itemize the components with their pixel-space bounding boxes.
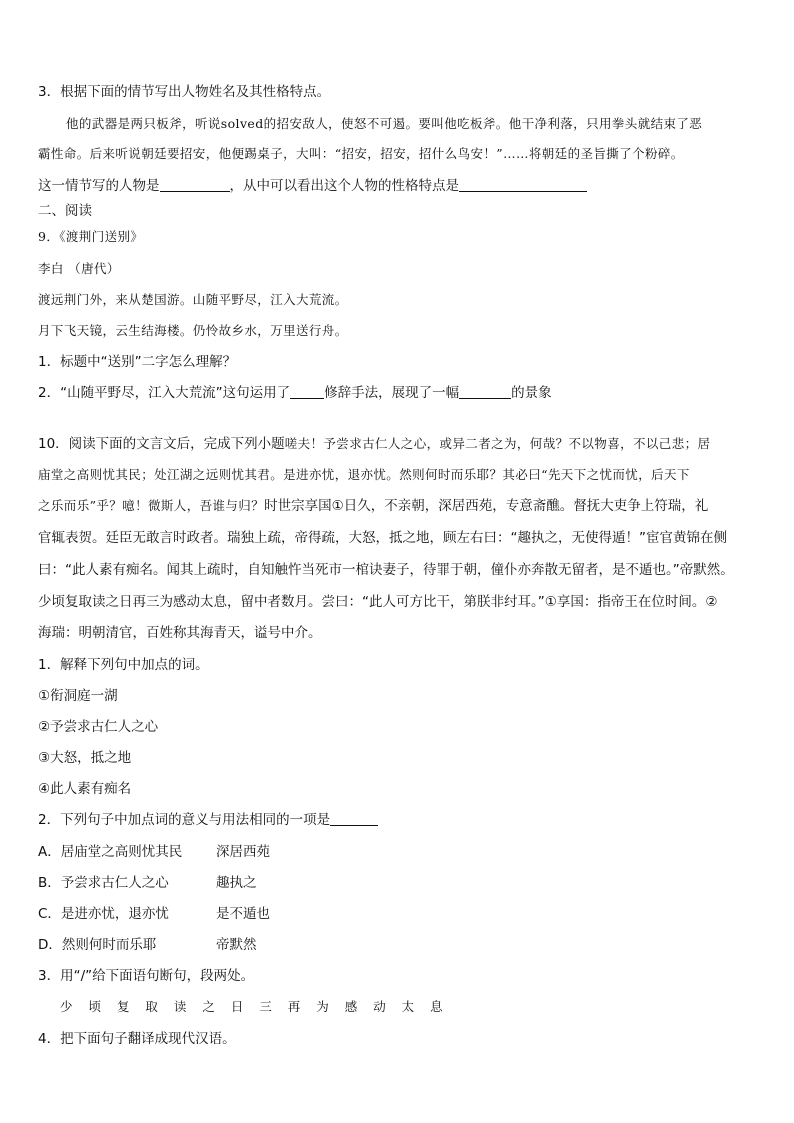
q10-word-3: ③大怒，抵之地 <box>38 750 132 766</box>
q9-blank-rhetoric[interactable] <box>290 384 324 399</box>
q9-sub2-text-a: 2．“山随平野尽，江入大荒流”这句运用了 <box>38 385 291 401</box>
q10-sub2-text: 2．下列句子中加点词的意义与用法相同的一项是 <box>38 812 331 828</box>
q10-passage-line-5: 曰：“此人素有痴名。闻其上疏时，自知触忤当死市一棺诀妻子，待罪于朝，僮仆亦奔散无留者，是不遁也。”帝默然。 <box>38 562 734 578</box>
q10-word-1: ①衔洞庭一湖 <box>38 688 118 704</box>
q3-answer-line <box>38 177 587 195</box>
section-heading-reading: 二、阅读 <box>38 203 92 219</box>
q10-word-2: ②予尝求古仁人之心 <box>38 719 159 735</box>
q9-sub2-text-c: 的景象 <box>511 385 552 401</box>
q10-subquestion-1: 1．解释下列句中加点的词。 <box>38 657 209 673</box>
q9-subquestion-1: 1．标题中“送别”二字怎么理解？ <box>38 354 237 370</box>
q3-blank-trait[interactable] <box>459 177 587 192</box>
q10-subquestion-3: 3．用“/”给下面语句断句，段两处。 <box>38 968 255 984</box>
q10-passage-line-3b: 时世宗享国①日久，不亲朝，深居西苑，专意斋醮。督抚大吏争上符瑞，礼 <box>264 498 709 514</box>
q10-punctuation-text: 少 顷 复 取 读 之 日 三 再 为 感 动 太 息 <box>60 999 449 1014</box>
q10-subquestion-4: 4．把下面句子翻译成现代汉语。 <box>38 1031 236 1047</box>
q10-subquestion-2 <box>38 811 378 829</box>
q10-option-b-left: B．予尝求古仁人之心 <box>38 875 169 891</box>
q3-passage-line-1: 他的武器是两只板斧，听说solved的招安敌人，使怒不可遏。要叫他吃板斧。他干净利落，只用拳头就结束了恶 <box>66 116 703 131</box>
q10-option-a-left: A．居庙堂之高则忧其民 <box>38 844 183 860</box>
q10-option-d-left: D．然则何时而乐耶 <box>38 937 157 953</box>
q3-prompt: 3．根据下面的情节写出人物姓名及其性格特点。 <box>38 84 331 100</box>
q9-poem-line-1: 渡远荆门外，来从楚国游。山随平野尽，江入大荒流。 <box>38 292 348 307</box>
q10-option-a-right: 深居西苑 <box>216 844 270 860</box>
q3-blank-character[interactable] <box>160 177 230 192</box>
q10-intro-prompt: 10．阅读下面的文言文后，完成下列小题 <box>38 436 285 452</box>
q10-passage-line-3a: 之乐而乐”乎？噫！微斯人，吾谁与归？ <box>38 498 265 513</box>
q10-option-a[interactable] <box>38 843 182 861</box>
q10-option-b[interactable] <box>38 874 169 892</box>
q10-option-d-right: 帝默然 <box>216 937 257 953</box>
q10-intro <box>38 435 710 453</box>
q9-poem-line-2: 月下飞天镜，云生结海楼。仍怜故乡水，万里送行舟。 <box>38 323 348 338</box>
q10-passage-line-4: 官辄表贺。廷臣无敢言时政者。瑞独上疏，帝得疏，大怒，抵之地，顾左右曰：“趣执之，无使得遁！”宦官黄锦在侧 <box>38 530 727 546</box>
q10-passage-line-3 <box>38 497 708 515</box>
q3-passage-line-2: 霸性命。后来听说朝廷要招安，他便踢桌子，大叫：“招安，招安，招什么鸟安！”……将朝廷的圣旨撕了个粉碎。 <box>38 146 684 161</box>
q10-word-4: ④此人素有痴名 <box>38 781 132 797</box>
q10-option-c[interactable] <box>38 905 169 923</box>
q9-title: 9．《渡荆门送别》 <box>38 229 144 244</box>
q10-passage-start: 嗟夫！予尝求古仁人之心，或异二者之为，何哉？不以物喜，不以己悲；居 <box>284 436 711 451</box>
q10-option-b-right: 趣执之 <box>216 875 257 891</box>
q3-answer-label-b: ，从中可以看出这个人物的性格特点是 <box>229 178 459 194</box>
q9-author: 李白 （唐代） <box>38 261 120 276</box>
q10-option-c-right: 是不遁也 <box>216 906 270 922</box>
q9-subquestion-2 <box>38 384 552 402</box>
q10-option-d[interactable] <box>38 936 156 954</box>
q10-option-c-left: C．是进亦忧，退亦忧 <box>38 906 169 922</box>
q10-passage-line-6: 少顷复取读之日再三为感动太息，留中者数月。尝曰：“此人可方比干，第朕非纣耳。”①享国：指帝王在位时间。② <box>38 594 718 610</box>
q10-passage-line-2: 庙堂之高则忧其民；处江湖之远则忧其君。是进亦忧，退亦忧。然则何时而乐耶？其必曰“先天下之忧而忧，后天下 <box>38 467 690 482</box>
q10-blank-choice[interactable] <box>330 811 378 826</box>
q10-passage-line-7: 海瑞：明朝清官，百姓称其海青天，谥号中介。 <box>38 625 322 641</box>
q9-blank-scene[interactable] <box>459 384 511 399</box>
q9-sub2-text-b: 修辞手法，展现了一幅 <box>324 385 460 401</box>
q3-answer-label-a: 这一情节写的人物是 <box>38 178 160 194</box>
